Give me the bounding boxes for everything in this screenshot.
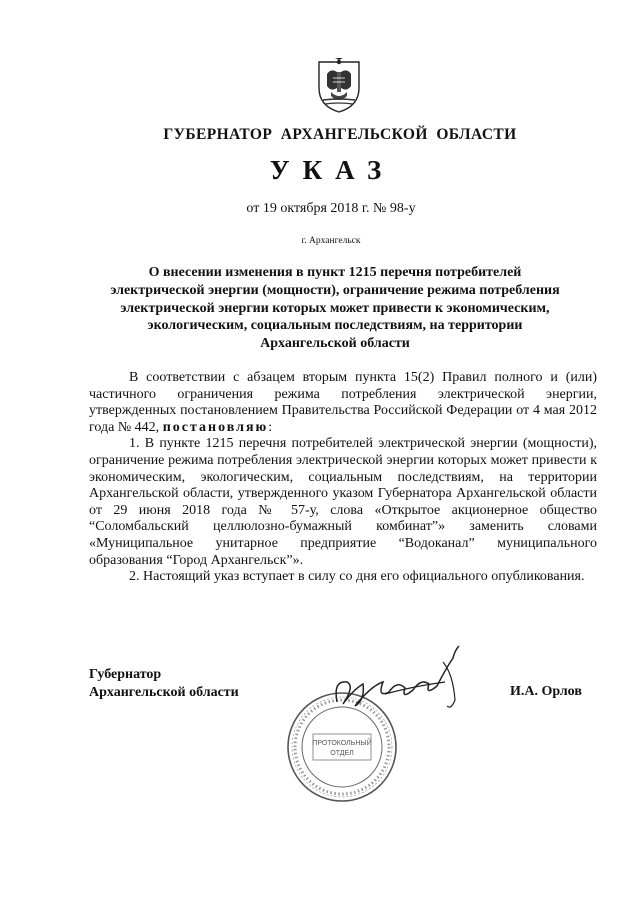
signatory-position bbox=[89, 666, 239, 702]
item-1-paragraph: 1. В пункте 1215 перечня потребителей электрической энергии (мощности), ограничение режима потребления электрической энергии которых может привести к экономическим, экологическим, социальным последствиям, на территории Архангельской области, утвержденного указом Губернатора Архангельской области от 29 июня 2018 года № 57-у, слова «Открытое акционерное общество “Соломбальский целлюлозно-бумажный комбинат”» заменить словами «Муниципальное унитарное предприятие “Водоканал” муниципального образования “Город Архангельск”». bbox=[89, 436, 597, 568]
heading-line: Архангельской области bbox=[260, 336, 410, 352]
svg-text:ОТДЕЛ: ОТДЕЛ bbox=[330, 750, 354, 757]
intro-paragraph bbox=[89, 370, 597, 436]
stamp-text: ПРОТОКОЛЬНЫЙ bbox=[312, 740, 372, 747]
intro-text: В соответствии с абзацем вторым пункта 15(2) Правил полного и (или) частичного ограничения режима потребления электрической энергии, утвержденных постановлением Правительства Российской Федерации от 4 мая 2012 года № 442, bbox=[89, 370, 597, 435]
document-type: УКАЗ bbox=[269, 155, 395, 185]
position-line: Губернатор bbox=[89, 667, 162, 682]
handwritten-signature-icon bbox=[325, 640, 485, 720]
coat-of-arms-icon bbox=[313, 58, 365, 114]
document-body bbox=[89, 370, 597, 586]
intro-end: : bbox=[268, 419, 273, 435]
document-date: от 19 октября 2018 г. № 98-у bbox=[246, 201, 416, 216]
decree-word: постановляю bbox=[162, 419, 269, 435]
signatory-name: И.А. Орлов bbox=[510, 684, 582, 699]
document-heading bbox=[95, 264, 575, 353]
heading-line: экологическим, социальным последствиям, на территории bbox=[147, 318, 523, 334]
item-2-paragraph: 2. Настоящий указ вступает в силу со дня его официального опубликования. bbox=[129, 569, 585, 585]
position-line: Архангельской области bbox=[89, 685, 239, 700]
heading-line: электрической энергии (мощности), ограничение режима потребления bbox=[110, 282, 560, 298]
heading-line: О внесении изменения в пункт 1215 перечня потребителей bbox=[148, 265, 522, 280]
authority-title: ГУБЕРНАТОР АРХАНГЕЛЬСКОЙ ОБЛАСТИ bbox=[163, 126, 517, 143]
heading-line: электрической энергии которых может привести к экономическим, bbox=[120, 300, 550, 316]
document-city: г. Архангельск bbox=[301, 236, 361, 246]
